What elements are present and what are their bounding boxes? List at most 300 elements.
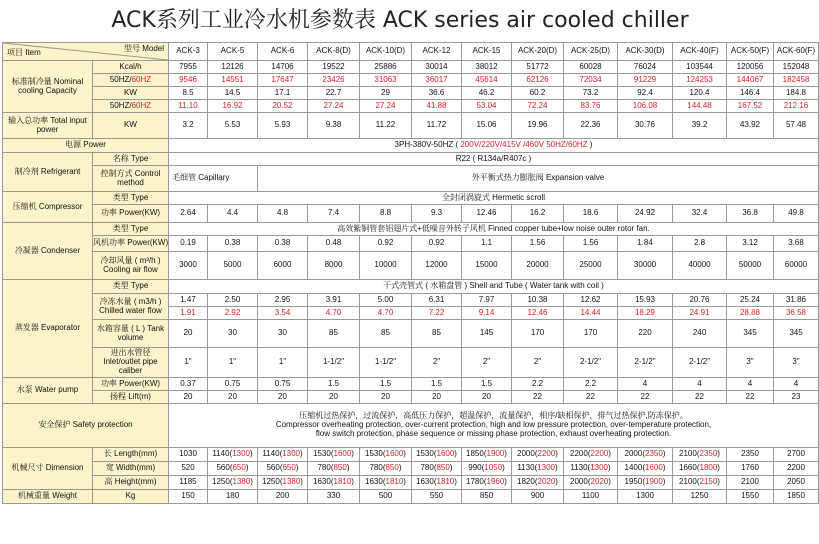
table-cell: 2100(2350) [673, 448, 727, 462]
table-cell: 2100 [727, 476, 774, 490]
table-cell: 20.52 [258, 100, 308, 113]
table-cell: 0.38 [208, 236, 258, 252]
table-cell: 1250(1380) [208, 476, 258, 490]
table-cell: 14.44 [564, 307, 618, 320]
table-cell: 36.6 [412, 87, 462, 100]
table-cell: 0.48 [308, 236, 360, 252]
table-cell: 20 [360, 391, 412, 404]
model-header: ACK-20(D) [512, 43, 564, 61]
table-cell: 1530(1600) [360, 448, 412, 462]
table-cell: 22 [618, 391, 673, 404]
table-cell: 0.92 [412, 236, 462, 252]
table-cell: 6.31 [412, 294, 462, 307]
table-cell: 23426 [308, 74, 360, 87]
table-cell: 1630(1810) [308, 476, 360, 490]
table-row [3, 43, 819, 61]
weight-label: 机械重量 Weight [3, 490, 93, 504]
table-cell: 184.8 [774, 87, 819, 100]
table-cell: 19522 [308, 61, 360, 74]
table-cell: R22 ( R134a/R407c ) [169, 153, 819, 166]
table-cell: 类型 Type [93, 192, 169, 205]
table-cell: 36.8 [727, 205, 774, 223]
table-row [3, 462, 819, 476]
table-cell: 22 [564, 391, 618, 404]
table-cell: 180 [208, 490, 258, 504]
evaporator-label: 蒸发器 Evaporator [3, 280, 93, 378]
table-cell: 毛细管 Capillary [169, 166, 258, 192]
table-cell: 10000 [360, 252, 412, 280]
table-cell: 780(850) [412, 462, 462, 476]
table-cell: 0.38 [258, 236, 308, 252]
table-cell: 2.95 [258, 294, 308, 307]
table-cell: 1100 [564, 490, 618, 504]
table-cell: 14706 [258, 61, 308, 74]
table-cell: 1780(1960) [462, 476, 512, 490]
table-cell: 15.06 [462, 113, 512, 139]
model-header: ACK-15 [462, 43, 512, 61]
condenser-label: 冷凝器 Condenser [3, 223, 93, 280]
table-cell: 167.52 [727, 100, 774, 113]
table-cell: 5000 [208, 252, 258, 280]
dimension-label: 机械尺寸 Dimension [3, 448, 93, 490]
table-cell: 11.72 [412, 113, 462, 139]
table-cell: 4.4 [208, 205, 258, 223]
table-cell: 1250 [673, 490, 727, 504]
table-cell: 20000 [512, 252, 564, 280]
model-label: 型号 Model [123, 44, 164, 53]
table-cell: 2" [512, 348, 564, 378]
table-cell: 1" [169, 348, 208, 378]
table-row [3, 87, 819, 100]
table-cell: 30 [208, 320, 258, 348]
table-cell: 3.91 [308, 294, 360, 307]
table-cell: 1" [258, 348, 308, 378]
table-cell: 2000(2020) [564, 476, 618, 490]
table-cell: 控制方式 Control method [93, 166, 169, 192]
table-cell: 27.24 [308, 100, 360, 113]
table-cell: 124253 [673, 74, 727, 87]
table-cell: 12.46 [462, 205, 512, 223]
model-header: ACK-3 [169, 43, 208, 61]
compressor-label: 压缩机 Compressor [3, 192, 93, 223]
table-cell: 20 [412, 391, 462, 404]
table-row [3, 252, 819, 280]
table-cell: 30 [258, 320, 308, 348]
table-cell: 12126 [208, 61, 258, 74]
table-cell: 22 [727, 391, 774, 404]
table-cell: 1.1 [462, 236, 512, 252]
table-cell: 6000 [258, 252, 308, 280]
table-cell: 1-1/2" [360, 348, 412, 378]
table-cell: 780(850) [308, 462, 360, 476]
table-cell: 冷冻水量 ( m3/h ) Chilled water flow [93, 294, 169, 320]
table-cell: 2.8 [673, 236, 727, 252]
table-cell: 15.93 [618, 294, 673, 307]
safety-value: 压缩机过热保护，过流保护，高低压力保护，超温保护，流量保护，相序/缺相保护，排气过热保护,防冻保护。 Compressor overheating protection, over-current protection, high and low pressure protection, over-temperature protection, flow switch protection, phase sequence or missing phase protection, exhaust overheating protection. [169, 404, 819, 448]
hz-unit: 50HZ/60HZ [93, 100, 169, 113]
table-cell: 53.04 [462, 100, 512, 113]
table-cell: 20 [169, 320, 208, 348]
table-row [3, 320, 819, 348]
table-cell: 30000 [618, 252, 673, 280]
table-cell: 72.24 [512, 100, 564, 113]
table-cell: 73.2 [564, 87, 618, 100]
table-row [3, 404, 819, 448]
table-cell: 144.48 [673, 100, 727, 113]
table-cell: 9.38 [308, 113, 360, 139]
table-cell: 名称 Type [93, 153, 169, 166]
table-cell: 57.48 [774, 113, 819, 139]
table-cell: 27.24 [360, 100, 412, 113]
table-cell: 51772 [512, 61, 564, 74]
table-cell: 36.58 [774, 307, 819, 320]
table-cell: 干式壳管式 ( 水箱盘管 ) Shell and Tube ( Water tank with coil ) [169, 280, 819, 294]
kcal-unit: Kcal/h [93, 61, 169, 74]
header-corner [3, 43, 169, 61]
table-row [3, 192, 819, 205]
table-row [3, 378, 819, 391]
table-cell: 8000 [308, 252, 360, 280]
table-row [3, 223, 819, 236]
table-cell: Kg [93, 490, 169, 504]
table-cell: 扬程 Lift(m) [93, 391, 169, 404]
kw-unit: KW [93, 87, 169, 100]
table-cell: 0.75 [208, 378, 258, 391]
table-cell: 16.2 [512, 205, 564, 223]
table-cell: 780(850) [360, 462, 412, 476]
table-cell: 3.12 [727, 236, 774, 252]
spec-table [2, 42, 819, 504]
table-cell: 20 [258, 391, 308, 404]
table-cell: 60028 [564, 61, 618, 74]
table-cell: 1850(1900) [462, 448, 512, 462]
table-cell: 2200(2200) [564, 448, 618, 462]
table-cell: 45614 [462, 74, 512, 87]
table-cell: 4 [774, 378, 819, 391]
table-cell: 40000 [673, 252, 727, 280]
table-cell: 32.4 [673, 205, 727, 223]
model-header: ACK-5 [208, 43, 258, 61]
table-row [3, 100, 819, 113]
table-cell: 22 [512, 391, 564, 404]
table-cell: 85 [360, 320, 412, 348]
table-cell: 15000 [462, 252, 512, 280]
table-cell: 850 [462, 490, 512, 504]
table-row [3, 166, 819, 192]
table-row [3, 205, 819, 223]
table-cell: 2050 [774, 476, 819, 490]
table-cell: 330 [308, 490, 360, 504]
table-cell: 1.91 [169, 307, 208, 320]
table-cell: 1850 [774, 490, 819, 504]
table-cell: 1630(1810) [412, 476, 462, 490]
table-cell: 345 [727, 320, 774, 348]
safety-label: 安全保护 Safety protection [3, 404, 169, 448]
table-cell: 4 [673, 378, 727, 391]
table-cell: 46.2 [462, 87, 512, 100]
table-row [3, 391, 819, 404]
table-cell: 2700 [774, 448, 819, 462]
table-cell: 24.92 [618, 205, 673, 223]
table-cell: 43.92 [727, 113, 774, 139]
table-cell: 18.6 [564, 205, 618, 223]
model-header: ACK-12 [412, 43, 462, 61]
page-title: ACK系列工业冷水机参数表 ACK series air cooled chiller [111, 8, 689, 33]
table-cell: 8.8 [360, 205, 412, 223]
table-cell: 9.14 [462, 307, 512, 320]
table-cell: 1.5 [462, 378, 512, 391]
table-cell: 1820(2020) [512, 476, 564, 490]
table-cell: 30014 [412, 61, 462, 74]
table-cell: 16.92 [208, 100, 258, 113]
table-cell: 1550 [727, 490, 774, 504]
table-cell: 20 [462, 391, 512, 404]
power-label: 电源 Power [3, 139, 169, 153]
table-cell: 4 [727, 378, 774, 391]
table-cell: 7955 [169, 61, 208, 74]
refrigerant-label: 制冷剂 Refrigerant [3, 153, 93, 192]
table-row [3, 490, 819, 504]
table-cell: 4 [618, 378, 673, 391]
table-cell: 1950(1900) [618, 476, 673, 490]
table-row [3, 113, 819, 139]
table-cell: 990(1050) [462, 462, 512, 476]
table-cell: 1030 [169, 448, 208, 462]
table-cell: 20 [308, 391, 360, 404]
table-cell: 17.1 [258, 87, 308, 100]
table-cell: 25000 [564, 252, 618, 280]
table-row [3, 153, 819, 166]
table-cell: 24.91 [673, 307, 727, 320]
table-cell: 18.29 [618, 307, 673, 320]
table-cell: 4.8 [258, 205, 308, 223]
table-cell: 1250(1380) [258, 476, 308, 490]
table-cell: 0.92 [360, 236, 412, 252]
table-cell: 14551 [208, 74, 258, 87]
table-row [3, 139, 819, 153]
table-cell: 2100(2150) [673, 476, 727, 490]
table-cell: 7.97 [462, 294, 512, 307]
table-cell: 550 [412, 490, 462, 504]
table-cell: 900 [512, 490, 564, 504]
table-cell: 146.4 [727, 87, 774, 100]
table-cell: 50000 [727, 252, 774, 280]
table-cell: 1.56 [564, 236, 618, 252]
table-cell: 31.86 [774, 294, 819, 307]
table-cell: 49.8 [774, 205, 819, 223]
table-cell: 4.70 [360, 307, 412, 320]
table-cell: 83.76 [564, 100, 618, 113]
table-cell: 2-1/2" [673, 348, 727, 378]
table-cell: 22.7 [308, 87, 360, 100]
table-cell: 106.08 [618, 100, 673, 113]
table-cell: 宽 Width(mm) [93, 462, 169, 476]
table-cell: 7.4 [308, 205, 360, 223]
table-cell: 182458 [774, 74, 819, 87]
table-cell: 345 [774, 320, 819, 348]
table-cell: 12.46 [512, 307, 564, 320]
table-row [3, 74, 819, 87]
table-cell: 22 [673, 391, 727, 404]
table-cell: 103544 [673, 61, 727, 74]
table-cell: 152048 [774, 61, 819, 74]
table-row [3, 280, 819, 294]
table-cell: 22.36 [564, 113, 618, 139]
table-cell: 高效紫铜管套铝翅片式+低噪音外转子风机 Finned copper tube+low noise outer rotor fan. [169, 223, 819, 236]
table-cell: 1660(1800) [673, 462, 727, 476]
table-cell: 2-1/2" [618, 348, 673, 378]
table-cell: 25.24 [727, 294, 774, 307]
table-cell: 风机功率 Power(KW) [93, 236, 169, 252]
table-cell: 功率 Power(KW) [93, 205, 169, 223]
table-cell: 60.2 [512, 87, 564, 100]
table-cell: 1130(1300) [564, 462, 618, 476]
table-cell: 60000 [774, 252, 819, 280]
table-cell: 1140(1300) [208, 448, 258, 462]
table-cell: 92.4 [618, 87, 673, 100]
table-cell: 30.76 [618, 113, 673, 139]
table-cell: 5.00 [360, 294, 412, 307]
table-cell: 170 [512, 320, 564, 348]
table-cell: 1400(1600) [618, 462, 673, 476]
table-cell: KW [93, 113, 169, 139]
table-cell: 23 [774, 391, 819, 404]
table-row [3, 448, 819, 462]
table-cell: 25886 [360, 61, 412, 74]
table-cell: 520 [169, 462, 208, 476]
table-cell: 200 [258, 490, 308, 504]
table-cell: 2.2 [564, 378, 618, 391]
table-cell: 1760 [727, 462, 774, 476]
table-cell: 39.2 [673, 113, 727, 139]
table-cell: 28.88 [727, 307, 774, 320]
table-cell: 3000 [169, 252, 208, 280]
table-cell: 11.22 [360, 113, 412, 139]
table-cell: 类型 Type [93, 280, 169, 294]
model-header: ACK-60(F) [774, 43, 819, 61]
table-cell: 41.88 [412, 100, 462, 113]
table-cell: 7.22 [412, 307, 462, 320]
item-label: 项目 Item [7, 48, 41, 58]
table-cell: 2000(2350) [618, 448, 673, 462]
table-cell: 36017 [412, 74, 462, 87]
model-header: ACK-40(F) [673, 43, 727, 61]
table-cell: 120056 [727, 61, 774, 74]
table-row [3, 348, 819, 378]
table-cell: 2350 [727, 448, 774, 462]
table-cell: 170 [564, 320, 618, 348]
table-cell: 150 [169, 490, 208, 504]
table-cell: 72034 [564, 74, 618, 87]
table-cell: 11.10 [169, 100, 208, 113]
input-power-label: 输入总功率 Total input power [3, 113, 93, 139]
table-cell: 3" [774, 348, 819, 378]
table-cell: 2.50 [208, 294, 258, 307]
cooling-label: 标准制冷量 Nominal cooling Capacity [3, 61, 93, 113]
table-cell: 3.54 [258, 307, 308, 320]
model-header: ACK-30(D) [618, 43, 673, 61]
power-value: 3PH-380V-50HZ ( 200V/220V/415V /460V 50HZ/60HZ ) [169, 139, 819, 153]
table-cell: 1" [208, 348, 258, 378]
table-cell: 类型 Type [93, 223, 169, 236]
table-row [3, 294, 819, 307]
table-cell: 2000(2200) [512, 448, 564, 462]
table-cell: 0.75 [258, 378, 308, 391]
table-cell: 1-1/2" [308, 348, 360, 378]
table-cell: 76024 [618, 61, 673, 74]
model-header: ACK-6 [258, 43, 308, 61]
table-cell: 9.3 [412, 205, 462, 223]
table-cell: 145 [462, 320, 512, 348]
table-cell: 4.70 [308, 307, 360, 320]
table-cell: 1530(1600) [308, 448, 360, 462]
table-cell: 2.2 [512, 378, 564, 391]
table-cell: 外平衡式热力膨胀阀 Expansion valve [258, 166, 819, 192]
table-cell: 120.4 [673, 87, 727, 100]
table-cell: 560(650) [208, 462, 258, 476]
table-cell: 19.96 [512, 113, 564, 139]
table-cell: 8.5 [169, 87, 208, 100]
table-cell: 1.5 [308, 378, 360, 391]
table-cell: 2.92 [208, 307, 258, 320]
table-cell: 144067 [727, 74, 774, 87]
pump-label: 水泵 Water pump [3, 378, 93, 404]
table-cell: 62126 [512, 74, 564, 87]
table-cell: 29 [360, 87, 412, 100]
table-cell: 20 [208, 391, 258, 404]
model-header: ACK-8(D) [308, 43, 360, 61]
table-cell: 3" [727, 348, 774, 378]
table-cell: 220 [618, 320, 673, 348]
table-cell: 0.37 [169, 378, 208, 391]
table-cell: 1300 [618, 490, 673, 504]
table-cell: 1.5 [412, 378, 462, 391]
table-cell: 2-1/2" [564, 348, 618, 378]
table-cell: 1.47 [169, 294, 208, 307]
table-cell: 12.62 [564, 294, 618, 307]
table-cell: 1.56 [512, 236, 564, 252]
table-cell: 2" [462, 348, 512, 378]
table-cell: 5.53 [208, 113, 258, 139]
table-cell: 85 [412, 320, 462, 348]
table-row [3, 61, 819, 74]
table-cell: 31063 [360, 74, 412, 87]
table-cell: 500 [360, 490, 412, 504]
table-cell: 85 [308, 320, 360, 348]
table-cell: 20.76 [673, 294, 727, 307]
model-header: ACK-50(F) [727, 43, 774, 61]
table-row [3, 476, 819, 490]
model-header: ACK-10(D) [360, 43, 412, 61]
model-header: ACK-25(D) [564, 43, 618, 61]
table-cell: 功率 Power(KW) [93, 378, 169, 391]
table-cell: 1.84 [618, 236, 673, 252]
hz-unit: 50HZ/60HZ [93, 74, 169, 87]
table-cell: 1.5 [360, 378, 412, 391]
table-cell: 14.5 [208, 87, 258, 100]
table-cell: 0.19 [169, 236, 208, 252]
table-cell: 1140(1300) [258, 448, 308, 462]
table-cell: 38012 [462, 61, 512, 74]
table-cell: 长 Length(mm) [93, 448, 169, 462]
table-cell: 12000 [412, 252, 462, 280]
table-cell: 17647 [258, 74, 308, 87]
table-cell: 240 [673, 320, 727, 348]
table-cell: 3.2 [169, 113, 208, 139]
table-cell: 5.93 [258, 113, 308, 139]
table-cell: 10.38 [512, 294, 564, 307]
table-cell: 212.16 [774, 100, 819, 113]
